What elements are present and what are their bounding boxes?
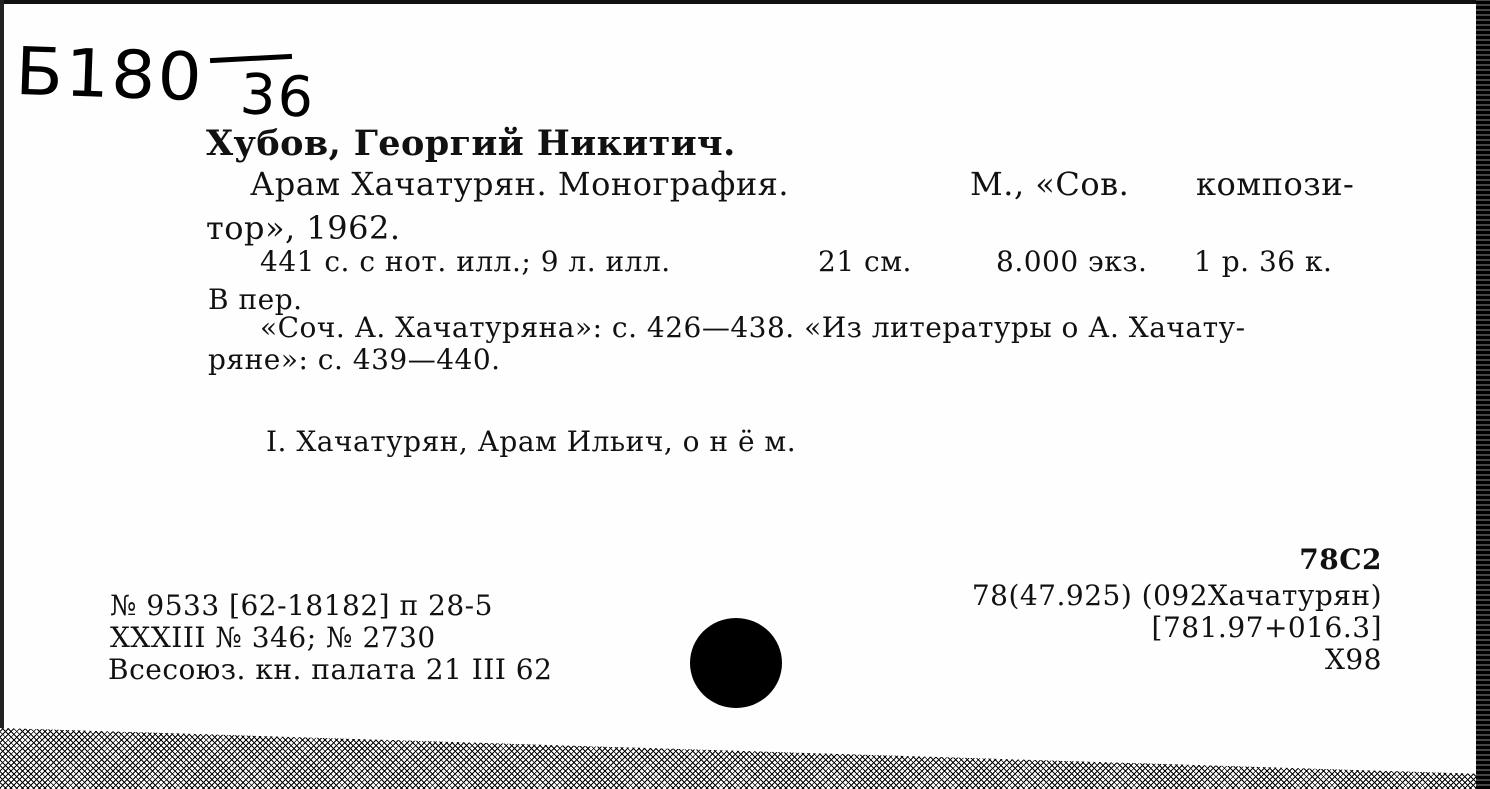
catalog-right-line-1: 78С2	[1299, 543, 1382, 576]
card-right-edge	[1476, 0, 1490, 789]
subject-heading: I. Хачатурян, Арам Ильич, о н ё м.	[266, 425, 797, 458]
catalog-left-line-1: № 9533 [62-18182] п 28-5	[110, 589, 493, 622]
catalog-right-line-3: [781.97+016.3]	[1151, 611, 1382, 644]
punch-hole	[690, 618, 782, 708]
catalog-right-line-4: X98	[1324, 643, 1382, 676]
author-heading: Хубов, Георгий Никитич.	[206, 123, 736, 164]
physical-price: 1 р. 36 к.	[1194, 245, 1333, 278]
title-line-3: компози-	[1196, 165, 1355, 203]
title-line-1: Арам Хачатурян. Монография.	[250, 165, 790, 203]
notes-line-2: ряне»: с. 439—440.	[208, 343, 501, 376]
card-bottom-edge	[0, 728, 1476, 789]
title-line-4: тор», 1962.	[206, 209, 401, 247]
notes-line-1: «Соч. А. Хачатуряна»: с. 426—438. «Из литературы о А. Хачату-	[260, 311, 1246, 344]
card-top-edge	[0, 0, 1490, 4]
card-left-edge	[0, 0, 4, 789]
physical-pages: 441 с. с нот. илл.; 9 л. илл.	[260, 245, 671, 278]
catalog-left-line-3: Всесоюз. кн. палата 21 III 62	[108, 653, 553, 686]
handwritten-call-number: Б180	[14, 32, 206, 117]
catalog-right-line-2: 78(47.925) (092Хачатурян)	[971, 579, 1382, 612]
physical-copies: 8.000 экз.	[996, 245, 1148, 278]
title-line-2: М., «Сов.	[970, 165, 1130, 203]
physical-size: 21 см.	[818, 245, 912, 278]
catalog-left-line-2: XXXIII № 346; № 2730	[110, 621, 436, 654]
physical-binding: В пер.	[208, 283, 303, 316]
handwritten-call-fraction: 36	[238, 62, 317, 131]
